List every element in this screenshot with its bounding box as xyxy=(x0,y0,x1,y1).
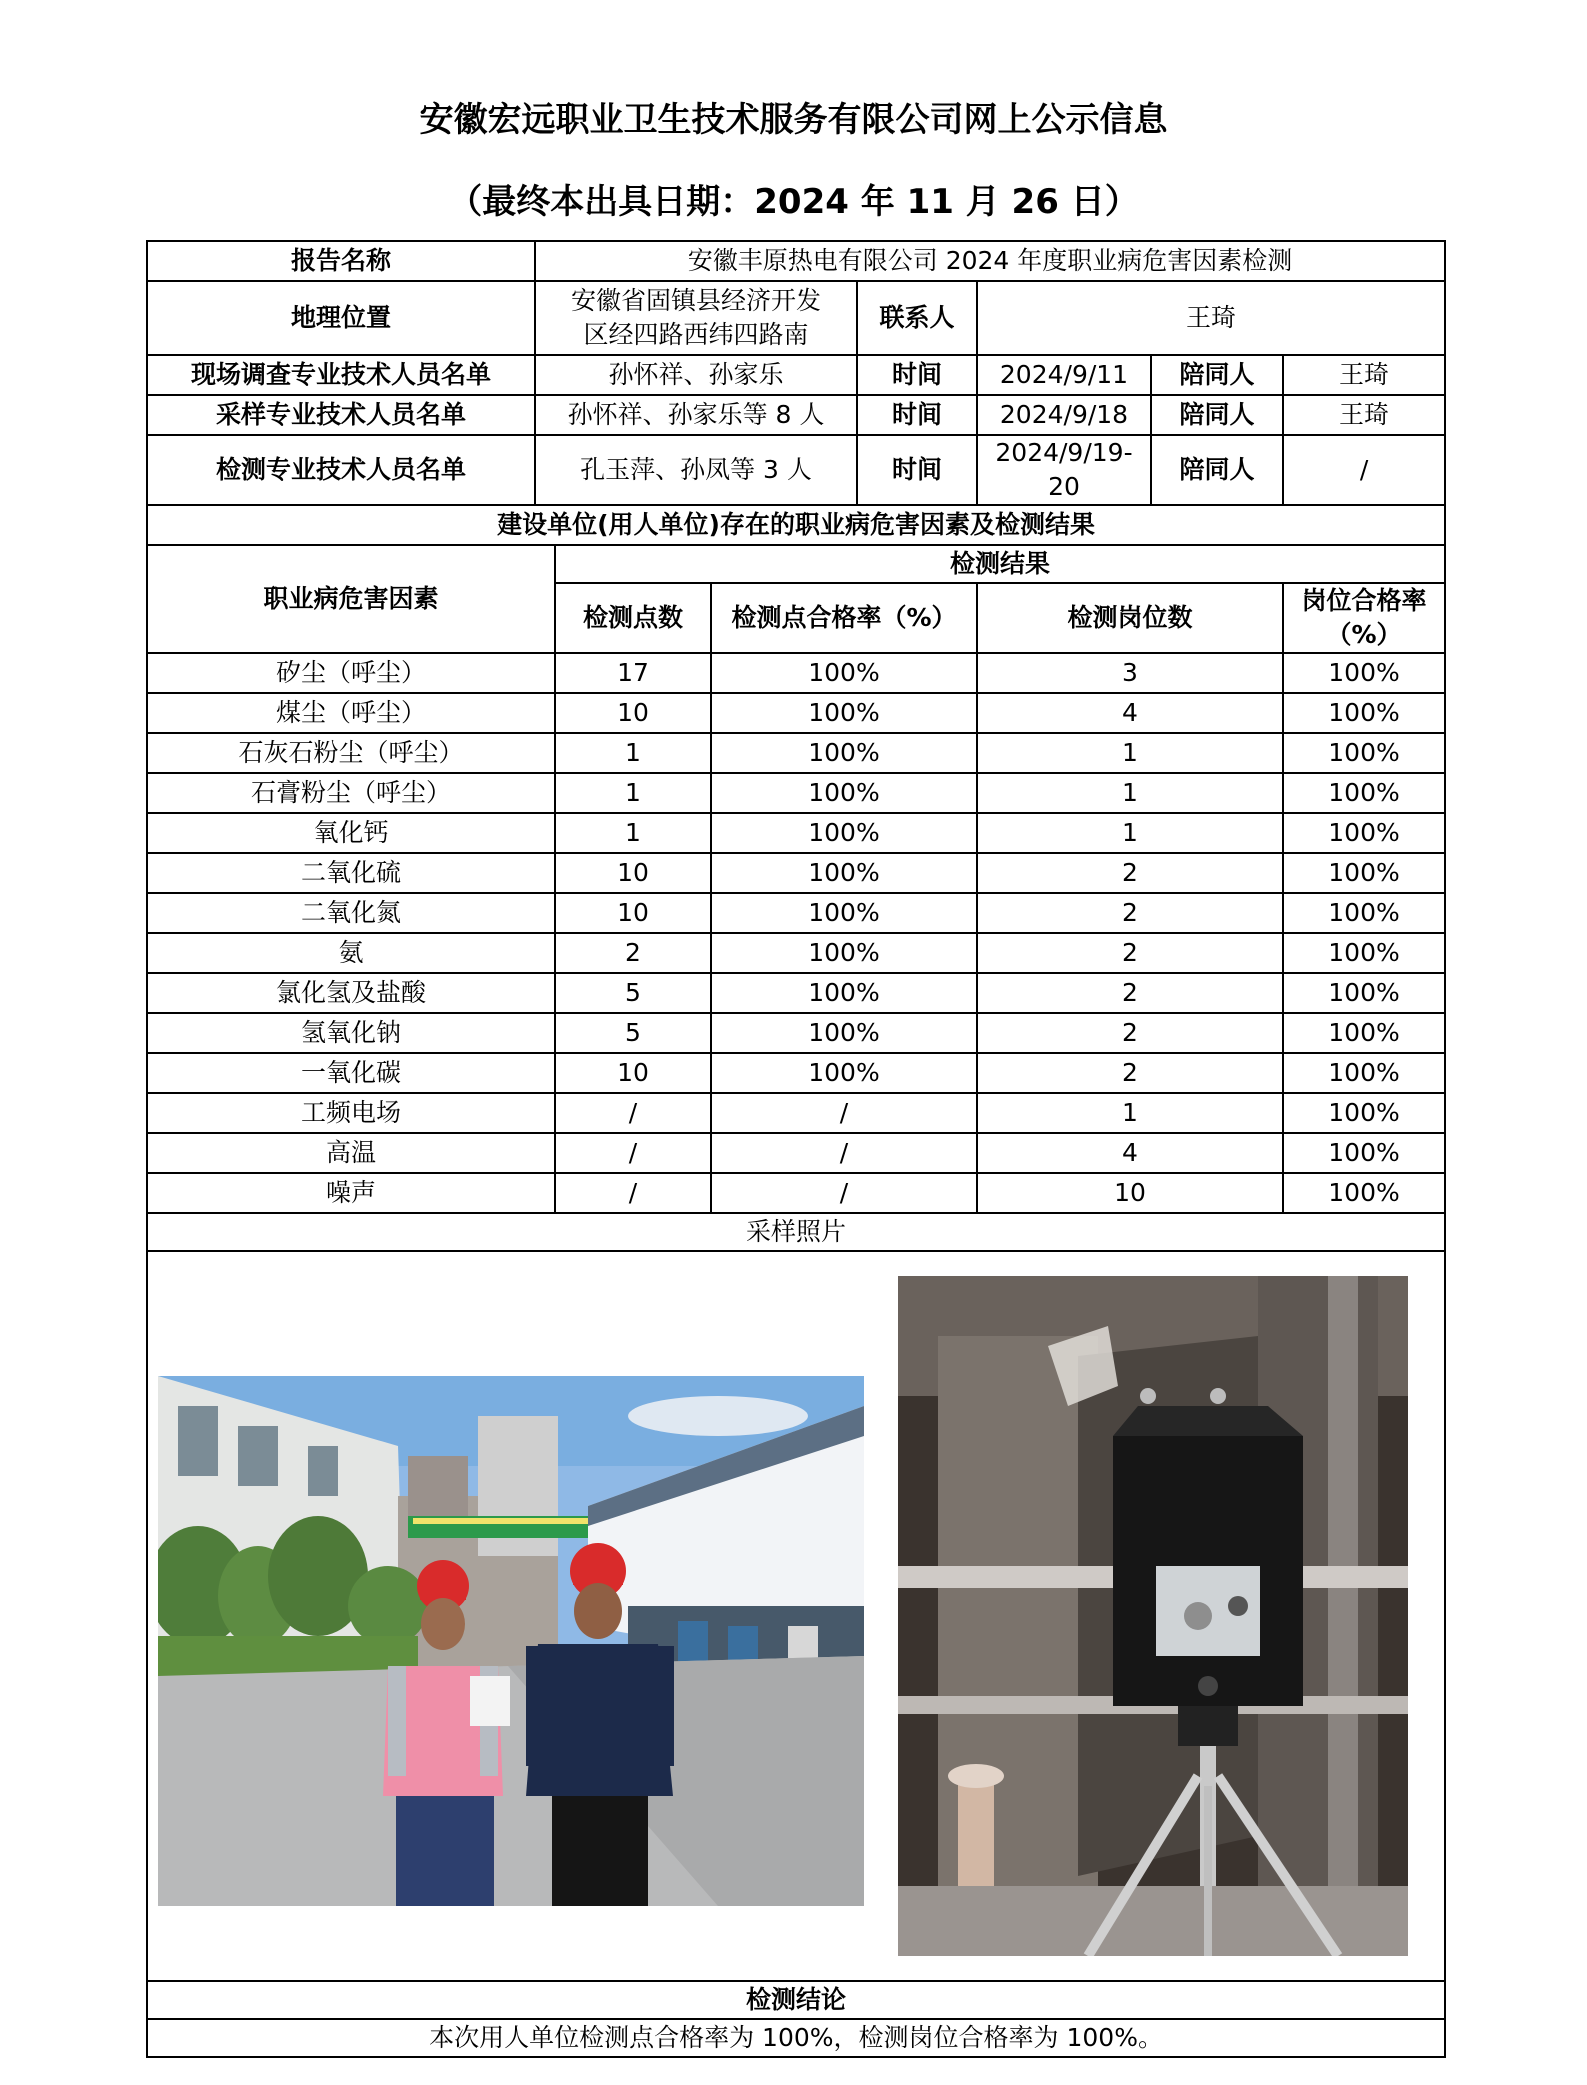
hazard-row xyxy=(147,933,1445,973)
hazard-posts: 1 xyxy=(977,773,1283,813)
conclusion-label: 检测结论 xyxy=(147,1981,1445,2019)
hazard-row xyxy=(147,733,1445,773)
accompany-label: 陪同人 xyxy=(1151,355,1283,395)
hazard-post-rate: 100% xyxy=(1283,893,1445,933)
hazard-point-rate: 100% xyxy=(711,853,977,893)
hazard-points: 5 xyxy=(555,1013,711,1053)
page-title: 安徽宏远职业卫生技术服务有限公司网上公示信息 xyxy=(419,100,1168,140)
hazard-row xyxy=(147,1133,1445,1173)
hazard-posts: 1 xyxy=(977,1093,1283,1133)
sampling-photo-outdoor xyxy=(158,1376,864,1906)
staff-label: 现场调查专业技术人员名单 xyxy=(147,355,535,395)
hazard-points: 10 xyxy=(555,853,711,893)
hazard-factor: 高温 xyxy=(147,1133,555,1173)
sampling-photo-instrument xyxy=(898,1276,1408,1956)
hazard-posts: 3 xyxy=(977,653,1283,693)
hazard-points: 10 xyxy=(555,1053,711,1093)
hazard-posts: 4 xyxy=(977,1133,1283,1173)
time-label: 时间 xyxy=(857,395,977,435)
hazard-post-rate: 100% xyxy=(1283,693,1445,733)
hazard-points: 1 xyxy=(555,773,711,813)
hazard-posts: 1 xyxy=(977,733,1283,773)
hazard-points: / xyxy=(555,1133,711,1173)
hazard-point-rate: 100% xyxy=(711,933,977,973)
hazard-posts: 2 xyxy=(977,1013,1283,1053)
hazard-row xyxy=(147,853,1445,893)
report-name-label: 报告名称 xyxy=(147,241,535,281)
hazard-points: 10 xyxy=(555,893,711,933)
hazard-factor: 氯化氢及盐酸 xyxy=(147,973,555,1013)
hazard-posts: 2 xyxy=(977,893,1283,933)
hazard-points: 5 xyxy=(555,973,711,1013)
hazard-post-rate: 100% xyxy=(1283,1093,1445,1133)
posts-header: 检测岗位数 xyxy=(977,583,1283,653)
hazard-post-rate: 100% xyxy=(1283,653,1445,693)
hazard-point-rate: 100% xyxy=(711,1013,977,1053)
hazard-point-rate: 100% xyxy=(711,1053,977,1093)
report-name-value: 安徽丰原热电有限公司 2024 年度职业病危害因素检测 xyxy=(535,241,1445,281)
staff-names: 孔玉萍、孙凤等 3 人 xyxy=(535,435,857,505)
hazard-post-rate: 100% xyxy=(1283,853,1445,893)
hazard-row xyxy=(147,1053,1445,1093)
contact-label: 联系人 xyxy=(857,281,977,355)
hazard-posts: 4 xyxy=(977,693,1283,733)
location-line-2: 区经四路西纬四路南 xyxy=(583,320,809,349)
hazard-point-rate: 100% xyxy=(711,813,977,853)
hazard-factor: 噪声 xyxy=(147,1173,555,1213)
hazard-factor: 二氧化氮 xyxy=(147,893,555,933)
hazard-factor: 一氧化碳 xyxy=(147,1053,555,1093)
hazard-posts: 2 xyxy=(977,853,1283,893)
accompany-value: 王琦 xyxy=(1283,355,1445,395)
hazard-row xyxy=(147,1093,1445,1133)
hazard-post-rate: 100% xyxy=(1283,813,1445,853)
hazard-posts: 2 xyxy=(977,933,1283,973)
hazard-row xyxy=(147,973,1445,1013)
hazard-row xyxy=(147,653,1445,693)
hazard-posts: 10 xyxy=(977,1173,1283,1213)
staff-row xyxy=(147,395,1445,435)
hazard-point-rate: 100% xyxy=(711,693,977,733)
post-rate-header: 岗位合格率（%） xyxy=(1283,583,1445,653)
hazard-point-rate: / xyxy=(711,1133,977,1173)
hazard-post-rate: 100% xyxy=(1283,773,1445,813)
time-value: 2024/9/18 xyxy=(977,395,1151,435)
hazard-posts: 2 xyxy=(977,1053,1283,1093)
hazard-point-rate: 100% xyxy=(711,973,977,1013)
hazard-points: / xyxy=(555,1093,711,1133)
hazard-post-rate: 100% xyxy=(1283,973,1445,1013)
accompany-value: 王琦 xyxy=(1283,395,1445,435)
hazard-factor: 石灰石粉尘（呼尘） xyxy=(147,733,555,773)
hazard-point-rate: 100% xyxy=(711,733,977,773)
staff-label: 采样专业技术人员名单 xyxy=(147,395,535,435)
hazard-points: 2 xyxy=(555,933,711,973)
conclusion-text: 本次用人单位检测点合格率为 100%，检测岗位合格率为 100%。 xyxy=(147,2019,1445,2057)
hazards-section-title: 建设单位(用人单位)存在的职业病危害因素及检测结果 xyxy=(147,505,1445,545)
time-label: 时间 xyxy=(857,435,977,505)
hazard-factor-header: 职业病危害因素 xyxy=(147,545,555,653)
hazard-point-rate: 100% xyxy=(711,893,977,933)
hazard-factor: 煤尘（呼尘） xyxy=(147,693,555,733)
staff-row xyxy=(147,355,1445,395)
hazard-points: / xyxy=(555,1173,711,1213)
hazard-factor: 工频电场 xyxy=(147,1093,555,1133)
time-value: 2024/9/19-20 xyxy=(977,435,1151,505)
accompany-label: 陪同人 xyxy=(1151,395,1283,435)
accompany-label: 陪同人 xyxy=(1151,435,1283,505)
hazard-posts: 1 xyxy=(977,813,1283,853)
photos-area xyxy=(147,1251,1445,1981)
hazard-points: 10 xyxy=(555,693,711,733)
hazard-point-rate: / xyxy=(711,1173,977,1213)
staff-label: 检测专业技术人员名单 xyxy=(147,435,535,505)
hazard-points: 17 xyxy=(555,653,711,693)
point-rate-header: 检测点合格率（%） xyxy=(711,583,977,653)
result-header: 检测结果 xyxy=(555,545,1445,583)
hazard-row xyxy=(147,773,1445,813)
hazard-points: 1 xyxy=(555,733,711,773)
hazard-row xyxy=(147,1173,1445,1213)
hazard-factor: 二氧化硫 xyxy=(147,853,555,893)
issue-date: （最终本出具日期：2024 年 11 月 26 日） xyxy=(448,182,1139,222)
hazard-factor: 氢氧化钠 xyxy=(147,1013,555,1053)
hazard-point-rate: 100% xyxy=(711,653,977,693)
location-value xyxy=(535,281,857,355)
photos-label: 采样照片 xyxy=(147,1213,1445,1251)
hazard-point-rate: / xyxy=(711,1093,977,1133)
accompany-value: / xyxy=(1283,435,1445,505)
time-label: 时间 xyxy=(857,355,977,395)
location-line-1: 安徽省固镇县经济开发 xyxy=(570,286,821,315)
staff-names: 孙怀祥、孙家乐 xyxy=(535,355,857,395)
hazard-post-rate: 100% xyxy=(1283,733,1445,773)
time-value: 2024/9/11 xyxy=(977,355,1151,395)
location-label: 地理位置 xyxy=(147,281,535,355)
hazard-row xyxy=(147,893,1445,933)
staff-names: 孙怀祥、孙家乐等 8 人 xyxy=(535,395,857,435)
hazard-factor: 氨 xyxy=(147,933,555,973)
hazard-post-rate: 100% xyxy=(1283,1013,1445,1053)
points-header: 检测点数 xyxy=(555,583,711,653)
info-table xyxy=(146,240,1446,2058)
hazard-posts: 2 xyxy=(977,973,1283,1013)
hazard-factor: 氧化钙 xyxy=(147,813,555,853)
hazard-post-rate: 100% xyxy=(1283,933,1445,973)
hazard-factor: 石膏粉尘（呼尘） xyxy=(147,773,555,813)
staff-row xyxy=(147,435,1445,505)
hazard-post-rate: 100% xyxy=(1283,1053,1445,1093)
contact-value: 王琦 xyxy=(977,281,1445,355)
hazard-points: 1 xyxy=(555,813,711,853)
hazard-point-rate: 100% xyxy=(711,773,977,813)
hazard-post-rate: 100% xyxy=(1283,1133,1445,1173)
hazard-row xyxy=(147,1013,1445,1053)
hazard-post-rate: 100% xyxy=(1283,1173,1445,1213)
hazard-factor: 矽尘（呼尘） xyxy=(147,653,555,693)
hazard-row xyxy=(147,813,1445,853)
hazard-row xyxy=(147,693,1445,733)
